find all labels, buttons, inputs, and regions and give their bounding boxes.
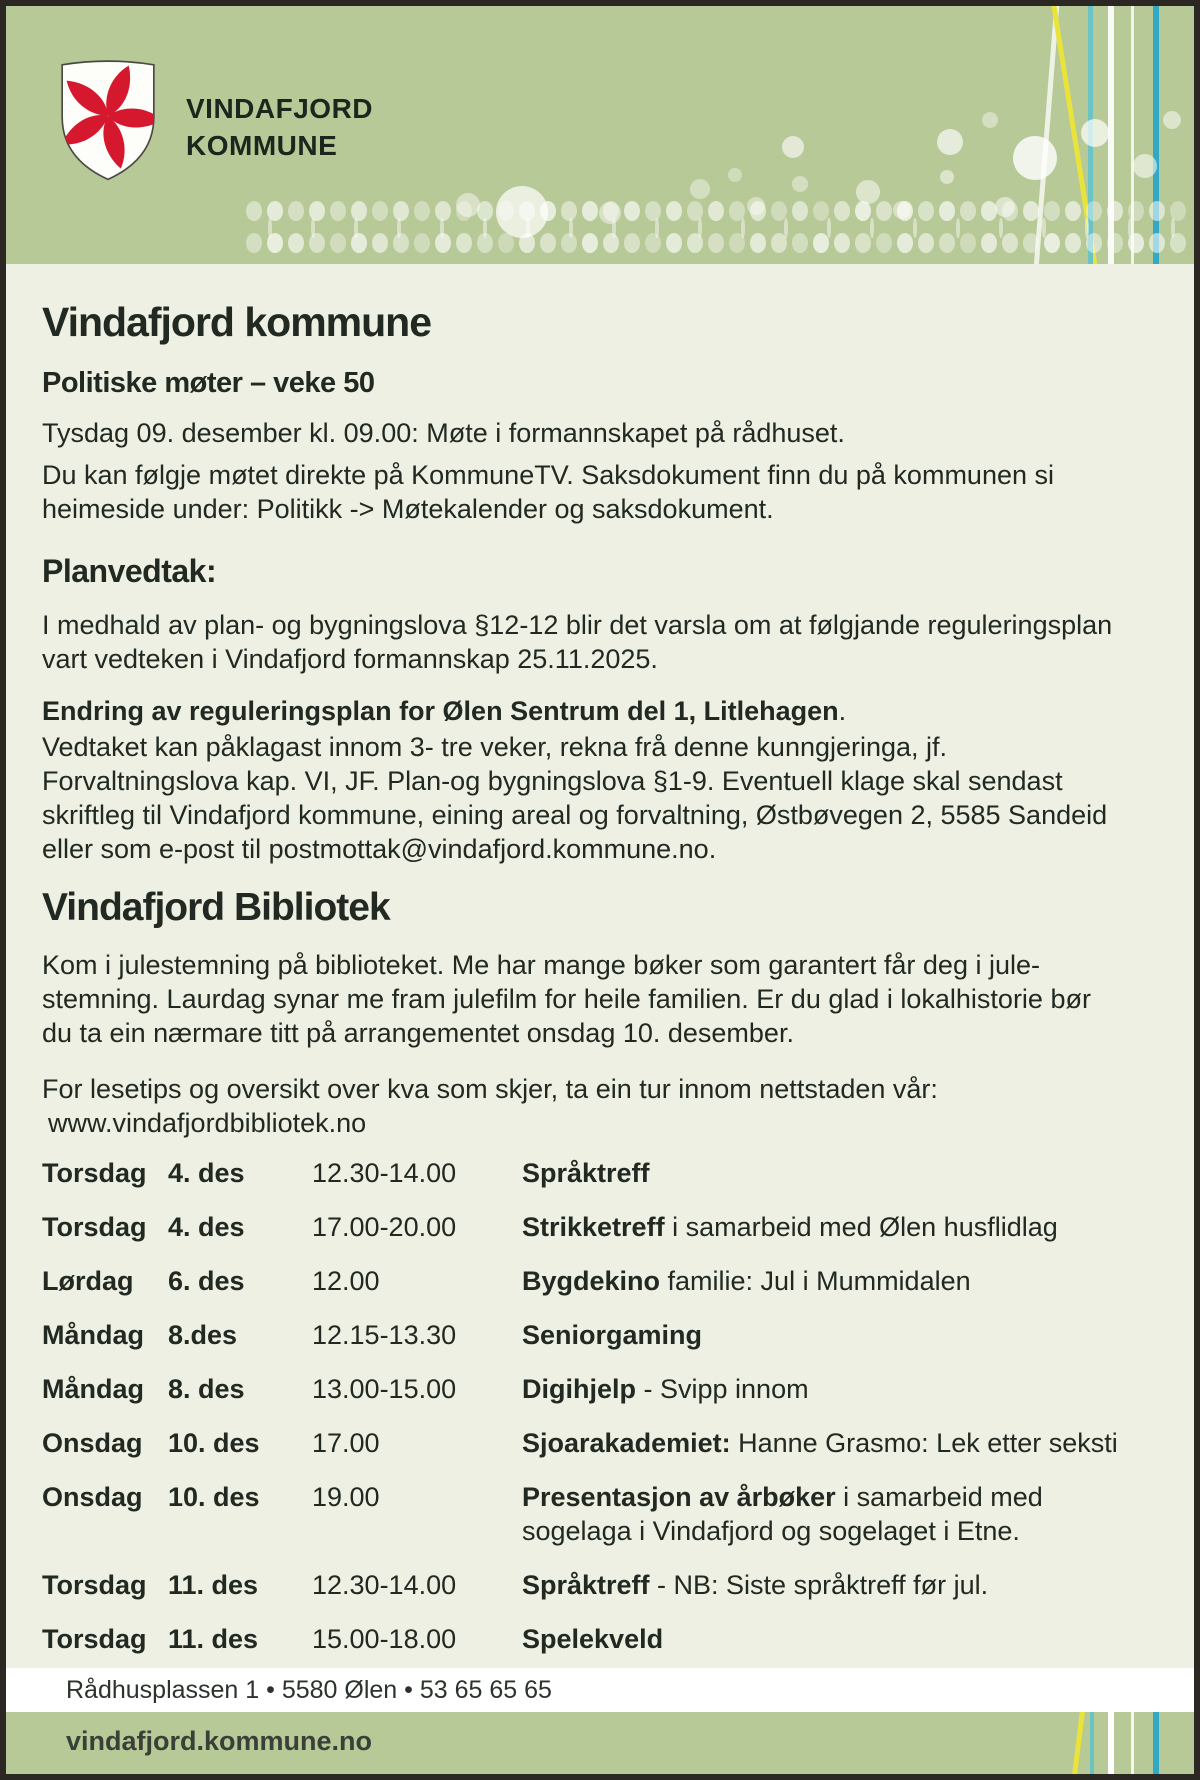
schedule-event-title: Seniorgaming bbox=[522, 1320, 703, 1350]
schedule-event-title: Strikketreff bbox=[522, 1212, 665, 1242]
wordmark-line2: KOMMUNE bbox=[186, 130, 338, 161]
schedule-day: Torsdag bbox=[42, 1212, 147, 1242]
plan-title-period: . bbox=[838, 696, 847, 726]
schedule-event-title: Digihjelp bbox=[522, 1374, 636, 1404]
schedule-date: 11. des bbox=[168, 1624, 259, 1654]
page-title: Vindafjord kommune bbox=[42, 299, 432, 345]
schedule-day-date bbox=[42, 1426, 312, 1460]
schedule-day-date bbox=[42, 1568, 312, 1602]
schedule-event-title: Språktreff bbox=[522, 1158, 650, 1188]
municipality-website-link[interactable]: vindafjord.kommune.no bbox=[66, 1726, 373, 1756]
schedule-date: 10. des bbox=[168, 1482, 260, 1512]
schedule-date: 4. des bbox=[168, 1212, 245, 1242]
schedule-time: 17.00-20.00 bbox=[312, 1212, 457, 1242]
schedule-day-date bbox=[42, 1480, 312, 1548]
schedule-date: 6. des bbox=[168, 1266, 245, 1296]
schedule-event bbox=[522, 1480, 1158, 1548]
schedule-row bbox=[42, 1568, 1158, 1602]
schedule-day: Torsdag bbox=[42, 1624, 147, 1654]
schedule-time: 13.00-15.00 bbox=[312, 1374, 457, 1404]
schedule-event-desc: i samarbeid med Ølen husflidlag bbox=[664, 1212, 1058, 1242]
schedule-event-title: Presentasjon av årbøker bbox=[522, 1482, 836, 1512]
schedule-event bbox=[522, 1568, 1158, 1602]
politics-heading: Politiske møter – veke 50 bbox=[42, 367, 375, 399]
planvedtak-heading: Planvedtak: bbox=[42, 553, 217, 589]
meeting-line: Tysdag 09. desember kl. 09.00: Møte i formannskapet på rådhuset. bbox=[42, 418, 845, 448]
bibliotek-website-link[interactable]: www.vindafjordbibliotek.no bbox=[48, 1108, 367, 1138]
schedule-time: 12.15-13.30 bbox=[312, 1320, 457, 1350]
schedule-time: 17.00 bbox=[312, 1428, 380, 1458]
schedule-day: Måndag bbox=[42, 1320, 145, 1350]
header-banner bbox=[6, 6, 1194, 264]
schedule-event-desc: - Svipp innom bbox=[636, 1374, 809, 1404]
schedule-day-date bbox=[42, 1318, 312, 1352]
schedule-event bbox=[522, 1426, 1158, 1460]
schedule-date: 8. des bbox=[168, 1374, 245, 1404]
announcement-page bbox=[6, 6, 1194, 1774]
schedule-time: 15.00-18.00 bbox=[312, 1624, 457, 1654]
address-line: Rådhusplassen 1 • 5580 Ølen • 53 65 65 65 bbox=[66, 1675, 552, 1704]
planvedtak-intro: I medhald av plan- og bygningslova §12-12 blir det varsla om at følgjande reguleringsplan vart vedteken i Vindafjord formannskap 25.11.2025. bbox=[42, 610, 1113, 674]
schedule-row bbox=[42, 1372, 1158, 1406]
schedule-row bbox=[42, 1264, 1158, 1298]
bibliotek-tips-line bbox=[42, 1072, 938, 1140]
schedule-row bbox=[42, 1210, 1158, 1244]
schedule-event-desc: i samarbeid med sogelaga i Vindafjord og sogelaget i Etne. bbox=[522, 1482, 1043, 1546]
address-strip bbox=[6, 1668, 1194, 1712]
schedule-time: 12.00 bbox=[312, 1266, 380, 1296]
schedule-date: 10. des bbox=[168, 1428, 260, 1458]
schedule-row bbox=[42, 1480, 1158, 1548]
bibliotek-heading: Vindafjord Bibliotek bbox=[42, 886, 390, 929]
schedule-day: Måndag bbox=[42, 1374, 145, 1404]
schedule-day-date bbox=[42, 1210, 312, 1244]
plan-title-line bbox=[42, 694, 846, 728]
schedule-day: Torsdag bbox=[42, 1158, 147, 1188]
appeal-paragraph: Vedtaket kan påklagast innom 3- tre veker, rekna frå denne kunngjeringa, jf. Forvaltningslova kap. VI, JF. Plan-og bygningslova §1-9. Eventuell klage skal sendast skriftleg til Vindafjord kommune, eining areal og forvaltning, Østbøvegen 2, 5585 Sandeid eller som e-post til postmottak@vindafjord.kommune.no. bbox=[42, 732, 1108, 864]
bibliotek-intro: Kom i julestemning på biblioteket. Me har mange bøker som garantert får deg i jule-stemning. Laurdag synar me fram julefilm for heile familien. Er du glad i lokalhistorie bør du ta ein nærmare titt på arrangementet onsdag 10. desember. bbox=[42, 950, 1091, 1048]
schedule-day-date bbox=[42, 1622, 312, 1656]
schedule-time: 12.30-14.00 bbox=[312, 1158, 457, 1188]
schedule-event bbox=[522, 1318, 1158, 1352]
schedule-row bbox=[42, 1156, 1158, 1190]
bottom-bar bbox=[6, 1712, 1194, 1774]
schedule-day-date bbox=[42, 1156, 312, 1190]
schedule-day-date bbox=[42, 1372, 312, 1406]
municipality-wordmark bbox=[186, 90, 373, 164]
schedule-event-desc: Hanne Grasmo: Lek etter seksti bbox=[730, 1428, 1118, 1458]
municipality-crest-icon bbox=[58, 56, 158, 184]
schedule-event-desc: familie: Jul i Mummidalen bbox=[660, 1266, 971, 1296]
schedule-date: 4. des bbox=[168, 1158, 245, 1188]
schedule-event bbox=[522, 1622, 1158, 1656]
schedule-day: Torsdag bbox=[42, 1570, 147, 1600]
tips-text: For lesetips og oversikt over kva som skjer, ta ein tur innom nettstaden vår: bbox=[42, 1074, 938, 1104]
schedule-date: 11. des bbox=[168, 1570, 259, 1600]
schedule-day-date bbox=[42, 1264, 312, 1298]
schedule-event bbox=[522, 1372, 1158, 1406]
schedule-event-desc: - NB: Siste språktreff før jul. bbox=[649, 1570, 989, 1600]
schedule-event-title: Spelekveld bbox=[522, 1624, 664, 1654]
schedule-date: 8.des bbox=[168, 1320, 238, 1350]
schedule-event bbox=[522, 1264, 1158, 1298]
schedule-row bbox=[42, 1426, 1158, 1460]
schedule-event bbox=[522, 1210, 1158, 1244]
wordmark-line1: VINDAFJORD bbox=[186, 93, 374, 124]
schedule-time: 19.00 bbox=[312, 1482, 380, 1512]
schedule-row bbox=[42, 1318, 1158, 1352]
schedule-time: 12.30-14.00 bbox=[312, 1570, 457, 1600]
follow-line: Du kan følgje møtet direkte på KommuneTV. Saksdokument finn du på kommunen si heimeside under: Politikk -> Møtekalender og saksdokument. bbox=[42, 460, 1054, 524]
schedule-event-title: Bygdekino bbox=[522, 1266, 661, 1296]
schedule-day: Onsdag bbox=[42, 1482, 143, 1512]
schedule-day: Lørdag bbox=[42, 1266, 134, 1296]
schedule-row bbox=[42, 1622, 1158, 1656]
schedule-event-title: Språktreff bbox=[522, 1570, 650, 1600]
plan-title: Endring av reguleringsplan for Ølen Sentrum del 1, Litlehagen bbox=[42, 696, 839, 726]
event-schedule bbox=[42, 1156, 1158, 1676]
schedule-event bbox=[522, 1156, 1158, 1190]
schedule-day: Onsdag bbox=[42, 1428, 143, 1458]
schedule-event-title: Sjoarakademiet: bbox=[522, 1428, 731, 1458]
